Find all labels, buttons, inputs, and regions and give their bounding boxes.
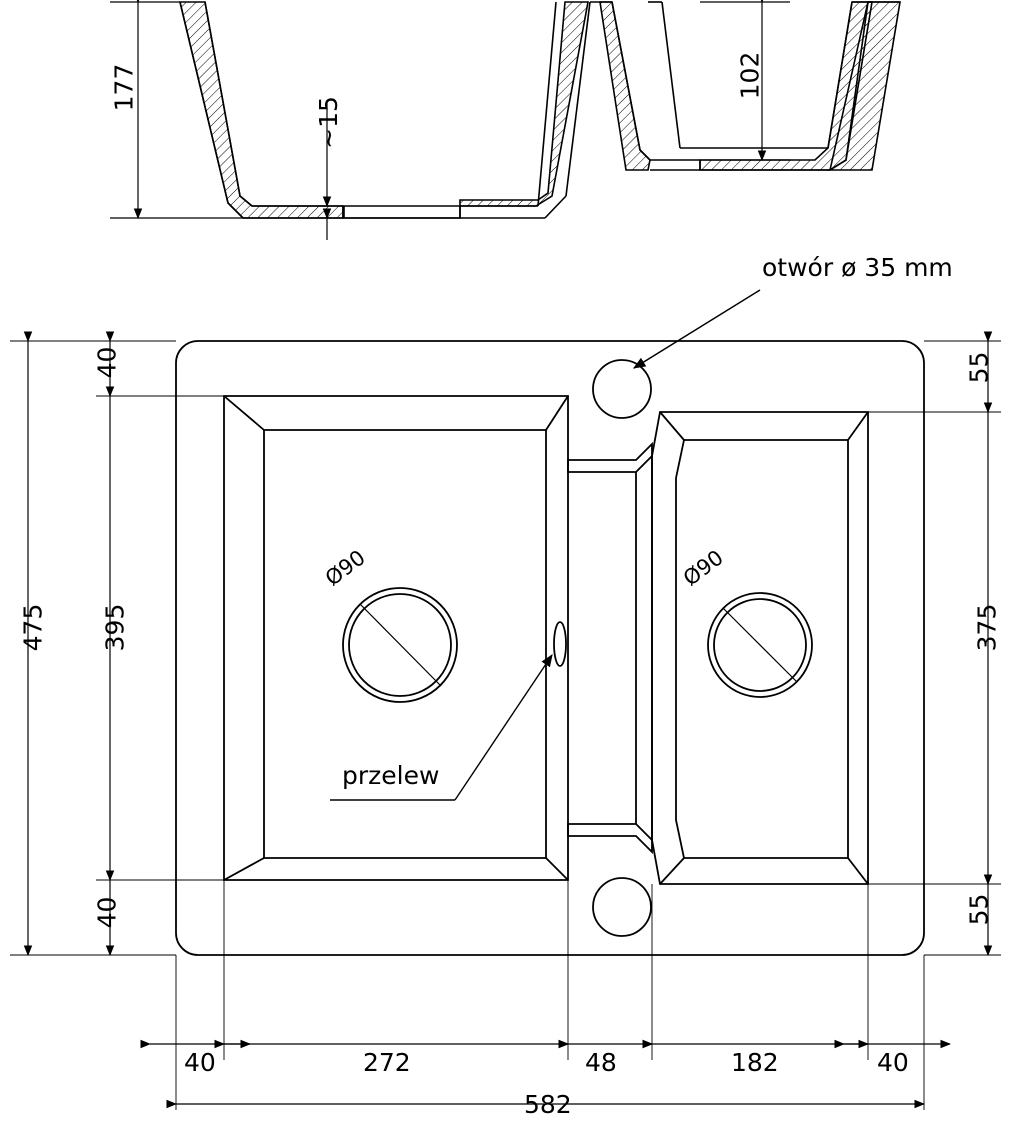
dim-label-177: 177: [109, 63, 139, 112]
dim-label-40-bottom: 40: [92, 896, 122, 929]
drain-label-right: Ø90: [678, 545, 728, 591]
dim-label-40-right: 40: [877, 1048, 909, 1077]
callout-label-tap-hole: otwór ø 35 mm: [762, 253, 953, 282]
dim-label-102: 102: [735, 51, 765, 100]
dim-label-48: 48: [585, 1048, 617, 1077]
callout-label-overflow: przelew: [342, 761, 440, 790]
callout-tap-hole: [634, 290, 760, 368]
dim-label-272: 272: [363, 1048, 411, 1077]
top-view: [10, 290, 1001, 1110]
dim-label-475: 475: [18, 603, 48, 652]
dim-label-55-bottom: 55: [964, 893, 994, 926]
drain-label-left: Ø90: [320, 545, 370, 591]
tap-hole-top: [593, 360, 651, 418]
dim-label-15: ~15: [313, 96, 343, 149]
cross-section-view: [110, 2, 900, 240]
dim-label-582: 582: [524, 1090, 572, 1119]
overflow-slot: [554, 622, 566, 666]
dim-label-40-top: 40: [92, 346, 122, 379]
dim-label-182: 182: [731, 1048, 779, 1077]
tap-hole-bottom: [593, 878, 651, 936]
dim-label-40-left: 40: [184, 1048, 216, 1077]
dim-label-375: 375: [972, 603, 1002, 652]
dim-label-395: 395: [100, 603, 130, 652]
dim-label-55-top: 55: [964, 351, 994, 384]
